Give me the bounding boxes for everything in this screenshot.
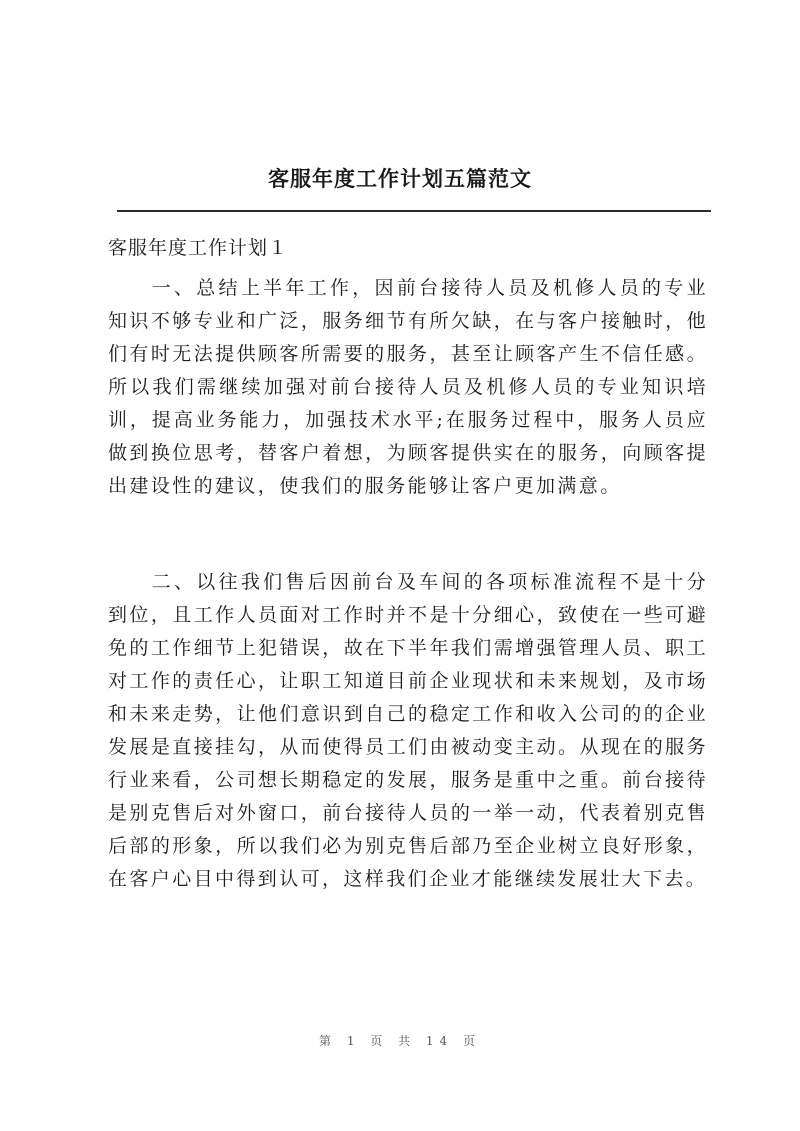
body-paragraph-1: 一、总结上半年工作，因前台接待人员及机修人员的专业知识不够专业和广泛，服务细节有所欠缺，在与客户接触时，他们有时无法提供顾客所需要的服务，甚至让顾客产生不信任感。所以我们需继续加强对前台接待人员及机修人员的专业知识培训，提高业务能力，加强技术水平;在服务过程中，服务人员应做到换位思考，替客户着想，为顾客提供实在的服务，向顾客提出建设性的建议，使我们的服务能够让客户更加满意。 (108, 277, 708, 497)
document-title: 客服年度工作计划五篇范文 (268, 166, 532, 191)
section-heading: 客服年度工作计划１ (108, 237, 289, 259)
body-paragraph-2: 二、以往我们售后因前台及车间的各项标准流程不是十分到位，且工作人员面对工作时并不是十分细心，致使在一些可避免的工作细节上犯错误，故在下半年我们需增强管理人员、职工对工作的责任心，让职工知道目前企业现状和未来规划，及市场和未来走势，让他们意识到自己的稳定工作和收入公司的的企业发展是直接挂勾，从而使得员工们由被动变主动。从现在的服务行业来看，公司想长期稳定的发展，服务是重中之重。前台接待是别克售后对外窗口，前台接待人员的一举一动，代表着别克售后部的形象，所以我们必为别克售后部乃至企业树立良好形象，在客户心目中得到认可，这样我们企业才能继续发展壮大下去。 (108, 571, 708, 890)
title-underline-divider (117, 210, 711, 212)
page-number-footer: 第 1 页 共 14 页 (319, 1034, 481, 1048)
